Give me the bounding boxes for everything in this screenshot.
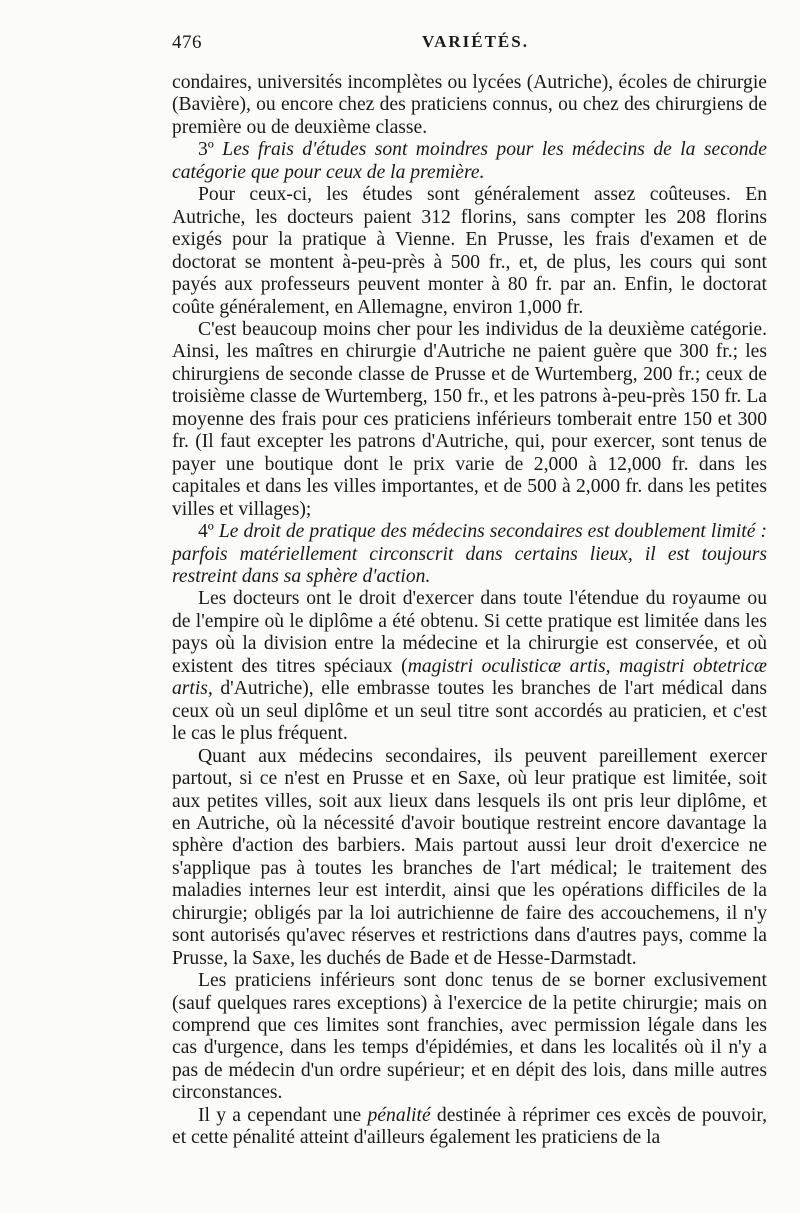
text-segment: Il y a cependant une: [198, 1104, 368, 1126]
page-number: 476: [172, 32, 202, 53]
paragraph-p4: [172, 319, 767, 521]
running-title: VARIÉTÉS.: [422, 32, 529, 51]
italic-text-segment: pénalité: [367, 1104, 431, 1126]
italic-text-segment: magistri oculisticæ artis, magistri obtetricæ artis,: [172, 655, 767, 700]
text-segment: 4º: [198, 521, 219, 543]
text-segment: Les docteurs ont le droit d'exercer dans toute l'étendue du royaume ou de l'empire où le diplôme a été obtenu. Si cette pratique est limitée dans les pays où la division entre la médecine et la chirurgie est conservée, et où existent des titres spéciaux (: [172, 588, 767, 677]
text-segment: destinée à réprimer ces excès de pouvoir, et cette pénalité atteint d'ailleurs également les praticiens de la: [172, 1104, 767, 1149]
text-segment: d'Autriche), elle embrasse toutes les branches de l'art médical dans ceux où un seul diplôme et un seul titre sont accordés au praticien, et c'est le cas le plus fréquent.: [172, 678, 767, 745]
text-segment: 3º: [198, 139, 223, 161]
text-segment: Les praticiens inférieurs sont donc tenus de se borner exclusivement (sauf quelques rares exceptions) à l'exercice de la petite chirurgie; mais on comprend que ces limites sont franchies, avec permission légale dans les cas d'urgence, dans les temps d'épidémies, et dans les localités où il n'y a pas de médecin d'un ordre supérieur; et en dépit des lois, dans mille autres circonstances.: [172, 970, 767, 1104]
page-header: [172, 32, 760, 62]
text-segment: condaires, universités incomplètes ou lycées (Autriche), écoles de chirurgie (Bavière), ou encore chez des praticiens connus, ou chez des chirurgiens de première ou de deuxième classe.: [172, 72, 767, 138]
paragraph-p5: [172, 521, 767, 588]
text-segment: Quant aux médecins secondaires, ils peuvent pareillement exercer partout, si ce n'est en Prusse et en Saxe, où leur pratique est limitée, soit aux petites villes, soit aux lieux dans lesquels ils ont pris leur diplôme, et en Autriche, où la nécessité d'avoir boutique restreint encore davantage la sphère d'action des barbiers. Mais partout aussi leur droit d'exercice ne s'applique pas à toutes les branches de l'art médical; le traitement des maladies internes leur est interdit, ainsi que les opérations difficiles de la chirurgie; obligés par la loi autrichienne de faire des accouchemens, il n'y sont autorisés qu'avec réserves et restrictions dans d'autres pays, comme la Prusse, la Saxe, les duchés de Bade et de Hesse-Darmstadt.: [172, 745, 767, 969]
paragraph-p1: [172, 72, 767, 139]
paragraph-p6: [172, 588, 767, 745]
body-text: [172, 72, 767, 1150]
text-segment: Pour ceux-ci, les études sont généralement assez coûteuses. En Autriche, les docteurs paient 312 florins, sans compter les 208 florins exigés pour la pratique à Vienne. En Prusse, les frais d'examen et de doctorat se montent à-peu-près à 500 fr., et, de plus, les cours qui sont payés aux professeurs peuvent monter à 80 fr. par an. Enfin, le doctorat coûte généralement, en Allemagne, environ 1,000 fr.: [172, 184, 767, 318]
italic-text-segment: Le droit de pratique des médecins secondaires est doublement limité : parfois matériellement circonscrit dans certains lieux, il est toujours restreint dans sa sphère d'action.: [172, 521, 767, 587]
paragraph-p3: [172, 184, 767, 319]
paragraph-p9: [172, 1105, 767, 1150]
paragraph-p8: [172, 970, 767, 1105]
paragraph-p2: [172, 139, 767, 184]
italic-text-segment: Les frais d'études sont moindres pour les médecins de la seconde catégorie que pour ceux de la première.: [172, 139, 767, 183]
paragraph-p7: [172, 746, 767, 971]
text-segment: C'est beaucoup moins cher pour les individus de la deuxième catégorie. Ainsi, les maîtres en chirurgie d'Autriche ne paient guère que 300 fr.; les chirurgiens de seconde classe de Prusse et de Wurtemberg, 200 fr.; ceux de troisième classe de Wurtemberg, 150 fr., et les patrons à-peu-près 150 fr. La moyenne des frais pour ces praticiens inférieurs tomberait entre 150 et 300 fr. (Il faut excepter les patrons d'Autriche, qui, pour exercer, sont tenus de payer une boutique dont le prix varie de 2,000 à 12,000 fr. dans les capitales et dans les villes importantes, et de 500 à 2,000 fr. dans les petites villes et villages);: [172, 318, 767, 520]
